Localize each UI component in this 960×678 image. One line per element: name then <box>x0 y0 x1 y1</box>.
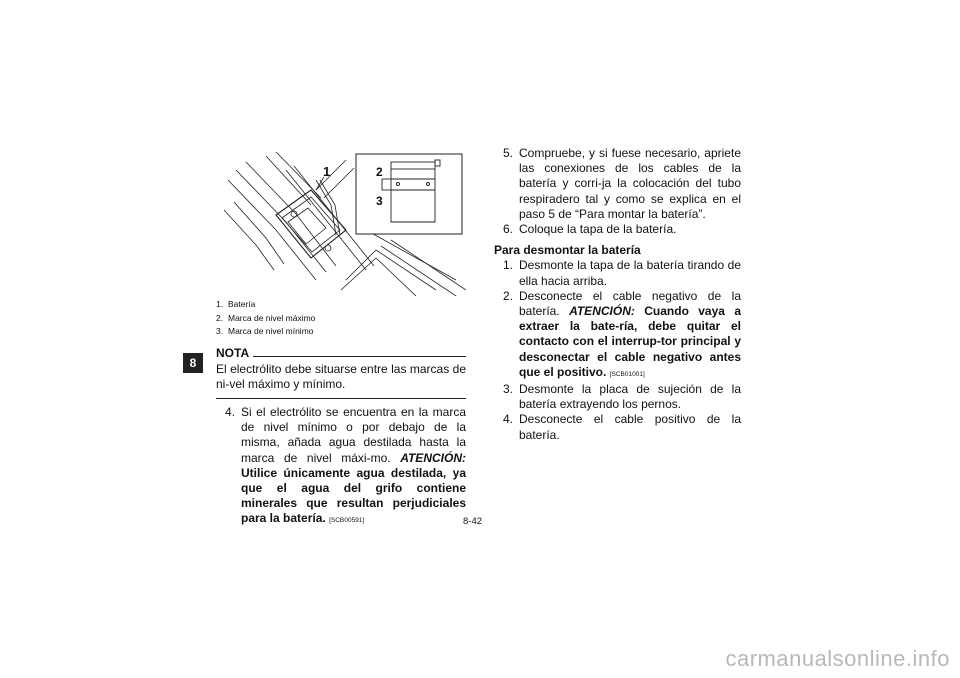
step-4-fill: 4. Si el electrólito se encuentra en la marca de nivel mínimo o por debajo de la misma, añada agua destilada hasta la marca de nivel máxi-mo. ATENCIÓN: Utilice únicamente agua destilada, ya que el agua del grifo contiene minerales que resultan perjudiciales para la batería. [SCB00591] <box>225 405 466 526</box>
nota-rule <box>253 356 466 357</box>
removal-step-2: 2. Desconecte el cable negativo de la batería. ATENCIÓN: Cuando vaya a extraer la bate-ría, debe quitar el contacto con el interrup-tor principal y desconectar el cable negativo antes que el positivo. [SCB01001] <box>503 288 741 379</box>
caption-item: 1. Batería <box>216 299 256 309</box>
watermark: carmanualsonline.info <box>725 646 950 671</box>
caption-item: 2. Marca de nivel máximo <box>216 312 316 323</box>
ref-code: [SCB00591] <box>329 517 365 525</box>
step-6-cover: 6. Coloque la tapa de la batería. <box>503 222 677 237</box>
attention-label: ATENCIÓN: <box>400 450 466 465</box>
removal-step-3: 3. Desmonte la placa de sujeción de la batería extrayendo los pernos. <box>503 382 741 412</box>
nota-text: El electrólito debe situarse entre las marcas de ni-vel máximo y mínimo. <box>216 362 466 391</box>
callout-3: 3 <box>376 194 383 208</box>
nota-heading <box>216 346 466 360</box>
callout-1: 1 <box>323 164 331 179</box>
nota-label: NOTA <box>216 346 250 360</box>
callout-2: 2 <box>376 165 383 179</box>
page-number: 8-42 <box>463 516 483 527</box>
battery-illustration <box>216 150 466 296</box>
attention-text: Utilice únicamente agua destilada, ya que el agua del grifo contiene minerales que resultan perjudiciales para la batería. <box>241 465 466 526</box>
removal-step-4: 4. Desconecte el cable positivo de la batería. <box>503 412 741 442</box>
removal-title: Para desmontar la batería <box>494 243 641 258</box>
section-tab: 8 <box>183 353 203 373</box>
ref-code: [SCB01001] <box>609 370 645 378</box>
removal-step-1: 1. Desmonte la tapa de la batería tirando de ella hacia arriba. <box>503 258 741 288</box>
battery-drawing <box>216 150 466 296</box>
attention-text: Cuando vaya a extraer la bate-ría, debe quitar el contacto con el interrup-tor principal y desconectar el cable negativo antes que el positivo. <box>519 304 741 379</box>
caption-item: 3. Marca de nivel mínimo <box>216 326 314 336</box>
right-column <box>494 146 741 443</box>
attention-label: ATENCIÓN: <box>569 304 635 319</box>
left-column <box>216 405 466 529</box>
nota-end-rule <box>216 398 466 399</box>
figure-captions <box>216 298 315 339</box>
step-5-check: 5. Compruebe, y si fuese necesario, apriete las conexiones de los cables de la batería y corri-ja la colocación del tubo respiradero tal y como se explica en el paso 5 de “Para montar la batería”. <box>503 146 741 221</box>
